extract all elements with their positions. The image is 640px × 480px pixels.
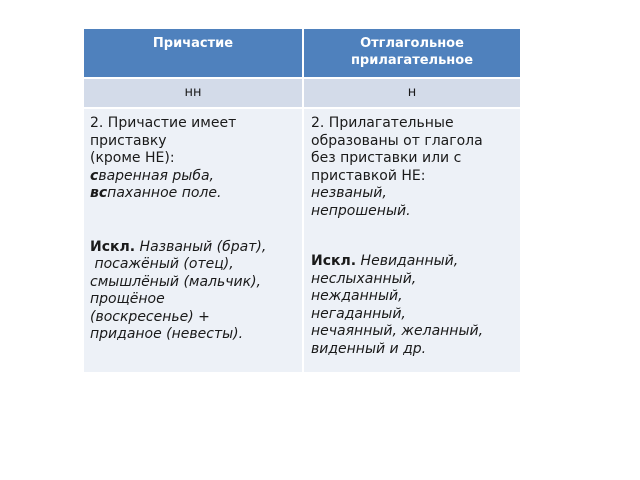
subheader-row bbox=[84, 77, 520, 107]
participle-cell bbox=[84, 109, 302, 372]
example-prefix: вс bbox=[90, 185, 108, 201]
exception-word: нежданный, bbox=[311, 288, 403, 304]
exception-line bbox=[90, 256, 296, 274]
exception-word: (воскресенье) + bbox=[90, 308, 210, 325]
example-line bbox=[311, 203, 514, 221]
exception-line bbox=[311, 288, 514, 306]
example-line bbox=[90, 185, 296, 203]
exception-word: нечаянный, желанный, bbox=[311, 323, 484, 339]
exception-word: виденный и др. bbox=[311, 340, 427, 357]
rule-line: 2. Прилагательные bbox=[311, 115, 454, 131]
exception-line bbox=[90, 274, 296, 292]
subheader-n: н bbox=[302, 79, 520, 107]
exception-line bbox=[90, 326, 296, 344]
example-rest: паханное поле. bbox=[107, 185, 222, 201]
exception-word: негаданный, bbox=[311, 305, 406, 322]
exception-word: неслыханный, bbox=[311, 270, 417, 287]
exception-word: прощёное bbox=[90, 291, 165, 307]
exception-word: Невиданный, bbox=[360, 253, 459, 269]
exception-line bbox=[311, 271, 514, 289]
rule-line: приставку bbox=[90, 132, 167, 149]
exception-line bbox=[311, 341, 514, 359]
rule-line: (кроме НЕ): bbox=[90, 150, 175, 166]
header-adjective-line2: прилагательное bbox=[350, 53, 474, 68]
exception-line bbox=[90, 309, 296, 327]
exception-word: посажёный (отец), bbox=[90, 256, 234, 272]
exception-line bbox=[311, 253, 514, 271]
exception-word: приданое (невесты). bbox=[90, 326, 244, 342]
content-row bbox=[84, 107, 520, 372]
exception-label: Искл. bbox=[90, 238, 136, 255]
exception-line bbox=[311, 323, 514, 341]
example-line bbox=[311, 185, 514, 203]
exception-word: Названый (брат), bbox=[139, 238, 267, 255]
example-word: непрошеный. bbox=[311, 202, 411, 219]
exception-word: смышлёный (мальчик), bbox=[90, 273, 261, 290]
exception-line bbox=[311, 306, 514, 324]
rule-line: 2. Причастие имеет bbox=[90, 115, 237, 131]
rule-line: без приставки или с bbox=[311, 150, 462, 166]
example-word: незваный, bbox=[311, 185, 387, 201]
example-line bbox=[90, 168, 296, 186]
header-adjective-line1: Отглагольное bbox=[360, 36, 464, 51]
subheader-nn: нн bbox=[84, 79, 302, 107]
exception-line bbox=[90, 291, 296, 309]
rule-line: приставкой НЕ: bbox=[311, 167, 426, 184]
header-participle bbox=[84, 29, 302, 77]
header-participle-text: Причастие bbox=[152, 36, 234, 51]
rules-table bbox=[84, 29, 520, 372]
exception-line bbox=[90, 239, 296, 257]
exception-label: Искл. bbox=[311, 253, 357, 269]
example-rest: варенная рыба, bbox=[98, 167, 215, 184]
header-row bbox=[84, 29, 520, 77]
adjective-cell bbox=[302, 109, 520, 372]
example-prefix: с bbox=[90, 167, 99, 184]
rule-line: образованы от глагола bbox=[311, 132, 483, 149]
header-verbal-adjective bbox=[302, 29, 520, 77]
